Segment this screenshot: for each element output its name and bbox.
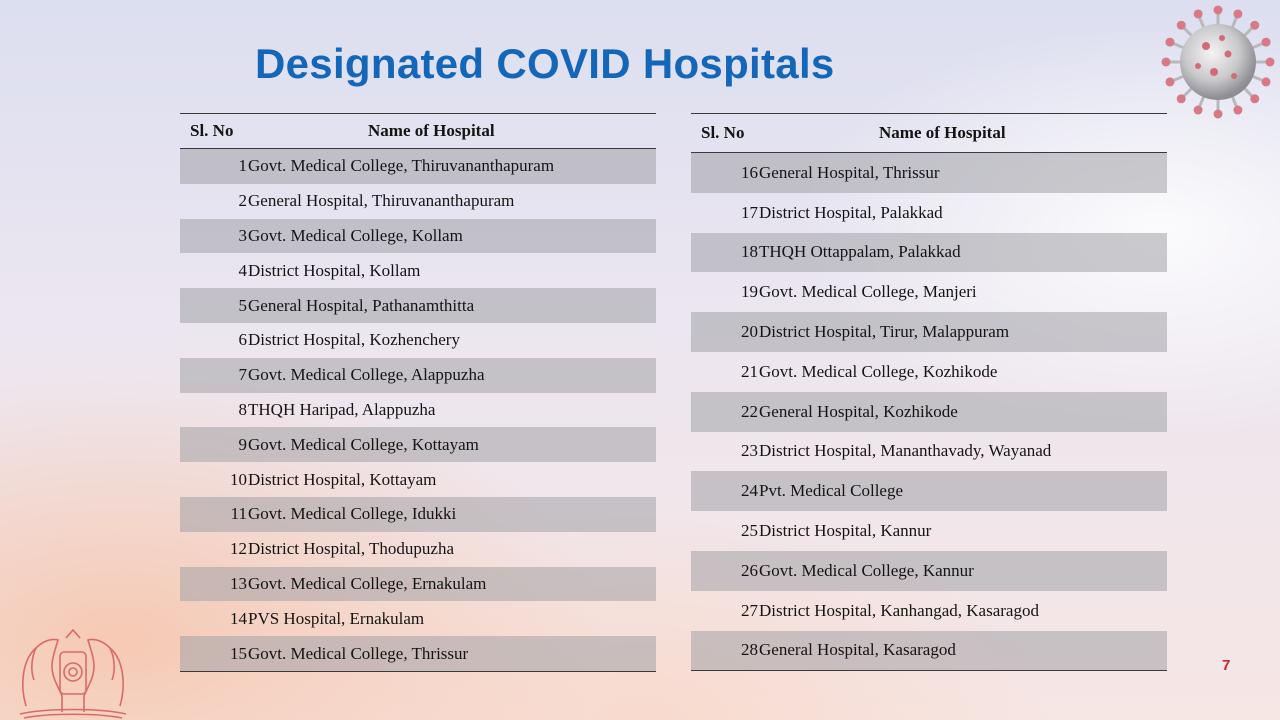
kerala-government-emblem xyxy=(6,626,140,720)
table-row xyxy=(691,432,1167,472)
hospital-name-cell: Pvt. Medical College xyxy=(759,471,1167,511)
table-row xyxy=(691,392,1167,432)
coronavirus-icon xyxy=(1158,2,1278,122)
sl-no-cell: 18 xyxy=(691,233,759,273)
sl-no-cell: 5 xyxy=(180,288,248,323)
sl-no-cell: 24 xyxy=(691,471,759,511)
hospital-name-cell: PVS Hospital, Ernakulam xyxy=(248,608,425,628)
header-sl-no: Sl. No xyxy=(180,114,248,149)
hospital-name-cell: General Hospital, Thrissur xyxy=(759,153,1167,193)
hospital-name-cell: THQH Haripad, Alappuzha xyxy=(248,399,436,419)
table-row xyxy=(691,272,1167,312)
sl-no-cell: 21 xyxy=(741,361,758,381)
hospital-name-cell: District Hospital, Tirur, Malappuram xyxy=(759,312,1167,352)
sl-no-cell: 26 xyxy=(691,551,759,591)
sl-no-cell: 2 xyxy=(238,191,247,211)
table-row xyxy=(691,153,1167,193)
table-row xyxy=(180,323,656,358)
header-name-of-hospital: Name of Hospital xyxy=(759,114,1167,153)
hospital-name-cell: Govt. Medical College, Manjeri xyxy=(759,282,977,302)
table-row xyxy=(691,233,1167,273)
table-row xyxy=(691,312,1167,352)
sl-no-cell: 7 xyxy=(180,358,248,393)
table-row xyxy=(180,149,656,184)
hospital-table-right xyxy=(691,113,1167,671)
sl-no-cell: 28 xyxy=(691,631,759,671)
hospital-name-cell: General Hospital, Pathanamthitta xyxy=(248,288,656,323)
sl-no-cell: 13 xyxy=(180,567,248,602)
hospital-name-cell: Govt. Medical College, Alappuzha xyxy=(248,358,656,393)
hospital-name-cell: Govt. Medical College, Kannur xyxy=(759,551,1167,591)
hospital-name-cell: Govt. Medical College, Kollam xyxy=(248,219,656,254)
header-sl-no: Sl. No xyxy=(691,114,759,153)
sl-no-cell: 11 xyxy=(180,497,248,532)
sl-no-cell: 12 xyxy=(230,539,247,559)
page-number: 7 xyxy=(1222,657,1231,674)
hospital-name-cell: Govt. Medical College, Kottayam xyxy=(248,427,656,462)
hospital-name-cell: THQH Ottappalam, Palakkad xyxy=(759,233,1167,273)
hospital-name-cell: Govt. Medical College, Kozhikode xyxy=(759,361,998,381)
sl-no-cell: 17 xyxy=(741,202,758,222)
table-row xyxy=(180,636,656,671)
table-row xyxy=(180,393,656,428)
hospital-name-cell: Govt. Medical College, Thiruvananthapuram xyxy=(248,149,656,184)
table-row xyxy=(180,601,656,636)
table-row xyxy=(180,532,656,567)
hospital-name-cell: District Hospital, Kozhenchery xyxy=(248,330,460,350)
sl-no-cell: 27 xyxy=(741,600,758,620)
table-row xyxy=(180,219,656,254)
hospital-name-cell: District Hospital, Kollam xyxy=(248,260,421,280)
hospital-name-cell: District Hospital, Mananthavady, Wayanad xyxy=(759,441,1052,461)
sl-no-cell: 8 xyxy=(238,399,247,419)
sl-no-cell: 20 xyxy=(691,312,759,352)
header-name-of-hospital: Name of Hospital xyxy=(248,114,656,149)
table-row xyxy=(180,184,656,219)
sl-no-cell: 6 xyxy=(238,330,247,350)
table-row xyxy=(691,631,1167,671)
table-body-left xyxy=(180,149,656,672)
hospital-name-cell: District Hospital, Palakkad xyxy=(759,202,943,222)
sl-no-cell: 19 xyxy=(741,282,758,302)
table-row xyxy=(180,358,656,393)
table-row xyxy=(180,462,656,497)
sl-no-cell: 9 xyxy=(180,427,248,462)
hospital-name-cell: General Hospital, Kozhikode xyxy=(759,392,1167,432)
hospital-name-cell: General Hospital, Thiruvananthapuram xyxy=(248,191,515,211)
table-row xyxy=(691,193,1167,233)
table-header-row xyxy=(180,114,656,149)
table-row xyxy=(180,427,656,462)
hospital-name-cell: District Hospital, Kanhangad, Kasaragod xyxy=(759,600,1039,620)
table-header-row xyxy=(691,114,1167,153)
table-row xyxy=(180,567,656,602)
hospital-name-cell: District Hospital, Thodupuzha xyxy=(248,539,455,559)
hospital-table-left xyxy=(180,113,656,672)
hospital-name-cell: Govt. Medical College, Idukki xyxy=(248,497,656,532)
sl-no-cell: 14 xyxy=(230,608,247,628)
sl-no-cell: 15 xyxy=(180,636,248,671)
table-row xyxy=(691,591,1167,631)
table-row xyxy=(180,497,656,532)
table-body-right xyxy=(691,153,1167,671)
table-row xyxy=(691,352,1167,392)
hospital-name-cell: District Hospital, Kottayam xyxy=(248,469,437,489)
sl-no-cell: 25 xyxy=(741,521,758,541)
hospital-name-cell: District Hospital, Kannur xyxy=(759,521,932,541)
sl-no-cell: 1 xyxy=(180,149,248,184)
slide-title: Designated COVID Hospitals xyxy=(255,40,835,87)
sl-no-cell: 3 xyxy=(180,219,248,254)
table-row xyxy=(180,288,656,323)
hospital-name-cell: Govt. Medical College, Ernakulam xyxy=(248,567,656,602)
sl-no-cell: 22 xyxy=(691,392,759,432)
sl-no-cell: 10 xyxy=(230,469,247,489)
table-row xyxy=(180,253,656,288)
sl-no-cell: 4 xyxy=(238,260,247,280)
table-row xyxy=(691,551,1167,591)
sl-no-cell: 23 xyxy=(741,441,758,461)
hospital-name-cell: General Hospital, Kasaragod xyxy=(759,631,1167,671)
hospital-name-cell: Govt. Medical College, Thrissur xyxy=(248,636,656,671)
table-row xyxy=(691,511,1167,551)
table-row xyxy=(691,471,1167,511)
sl-no-cell: 16 xyxy=(691,153,759,193)
